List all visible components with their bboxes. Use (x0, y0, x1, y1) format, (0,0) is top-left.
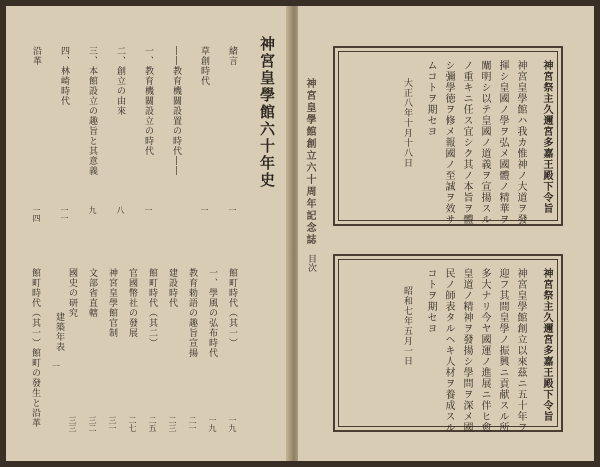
toc-entry-label: 教育勅語の趣旨宣揚 (187, 268, 197, 358)
toc-entry-label: 沿革 (31, 46, 41, 66)
toc-entry-label: 緒言 (227, 46, 237, 66)
proclamation-line: 皇道ノ精神ヲ發揚シ學問ヲ深メ國 (461, 268, 472, 433)
toc-entry-page: 三三 (68, 416, 77, 432)
left-page (6, 6, 297, 461)
proclamation-date: 大正八年十月十八日 (402, 78, 412, 168)
proclamation-line: シ彌學徳ヲ修メ報國ノ至誠ヲ效サ (443, 60, 454, 225)
toc-entry-label: 一、教育機關設立の時代 (143, 46, 153, 156)
proclamation-line: 闡明シ以テ皇國ノ道義ヲ宣揚スル (479, 60, 490, 225)
proclamation-line: ノ重キニ任ス宜シク其ノ本旨ヲ體 (461, 60, 472, 225)
proclamation-line: 揮シ皇國ノ學ヲ弘メ國體ノ精華ヲ (497, 60, 508, 225)
toc-entry-page: 二一 (188, 416, 197, 432)
toc-entry-label: 一、學風の弘布時代 (207, 268, 217, 358)
toc-entry-label: 文部省直轄 (87, 268, 97, 318)
toc-entry-label: 三、本館設立の趣旨と其意義 (87, 46, 97, 176)
toc-entry-page: 一四 (32, 206, 41, 222)
toc-entry-page: 一 (228, 206, 237, 214)
toc-entry-label: 二、創立の由來 (115, 46, 125, 116)
toc-entry-label: 四、林崎時代 (59, 46, 69, 106)
toc-entry-label: 官國幣社の發展 (127, 268, 137, 338)
proclamation-line: 迎フ其間皇學ノ振興ニ貢献スル所 (497, 268, 508, 433)
proclamation-box-2 (333, 254, 563, 432)
toc-entry-label: 建設時代 (167, 268, 177, 308)
toc-entry-page: 九 (88, 206, 97, 214)
proclamation-line: コトヲ期セヨ (425, 268, 436, 334)
proclamation-line: ムコトヲ期セヨ (425, 60, 436, 137)
proclamation-title: 神宮祭主久邇宮多嘉王殿下令旨 (541, 60, 552, 214)
proclamation-line: 民ノ師表タルヘキ人材ヲ養成スル (443, 268, 454, 433)
toc-bottom-num: 一 (52, 362, 60, 371)
toc-entry-page: 一 (144, 206, 153, 214)
proclamation-title: 神宮祭主久邇宮多嘉王殿下令旨 (541, 268, 552, 422)
toc-bottom-entry: 館町時代（其一）館町の發生と沿革 (30, 268, 40, 428)
toc-entry-label: 國史の研究 (67, 268, 77, 318)
toc-entry-page: 二七 (128, 416, 137, 432)
right-page (298, 6, 594, 461)
page-number: 目次 (306, 254, 316, 272)
proclamation-line: 多大ナリ今ヤ國運ノ進展ニ伴ヒ愈 (479, 268, 490, 433)
toc-entry-page: 一 (200, 206, 209, 214)
toc-entry-label: ――教育機關設置の時代―― (171, 46, 181, 176)
toc-bottom-entry-2: 建築年表 (54, 312, 64, 352)
toc-entry-page: 八 (116, 206, 125, 214)
toc-entry-label: 草創時代 (199, 46, 209, 86)
toc-entry-page: 二三 (168, 416, 177, 432)
toc-entry-label: 館町時代（其二） (147, 268, 157, 348)
book-title: 神宮皇學館六十年史 (258, 36, 276, 189)
toc-entry-page: 三一 (108, 416, 117, 432)
proclamation-line: 神宮皇學館ハ我カ惟神ノ大道ヲ發 (515, 60, 526, 225)
toc-entry-page: 一九 (228, 416, 237, 432)
proclamation-line: 神宮皇學館創立以來茲ニ五十年ヲ (515, 268, 526, 433)
toc-entry-page: 一九 (208, 416, 217, 432)
toc-entry-page: 二五 (148, 416, 157, 432)
toc-entry-page: 一一 (60, 206, 69, 222)
toc-entry-label: 館町時代（其一） (227, 268, 237, 348)
proclamation-date: 昭和七年五月一日 (402, 286, 412, 366)
running-head: 神宮皇學館創立六十周年記念誌 (304, 78, 315, 246)
toc-entry-page: 三二 (88, 416, 97, 432)
proclamation-box-1 (333, 46, 563, 226)
toc-entry-label: 神宮皇學館官制 (107, 268, 117, 338)
